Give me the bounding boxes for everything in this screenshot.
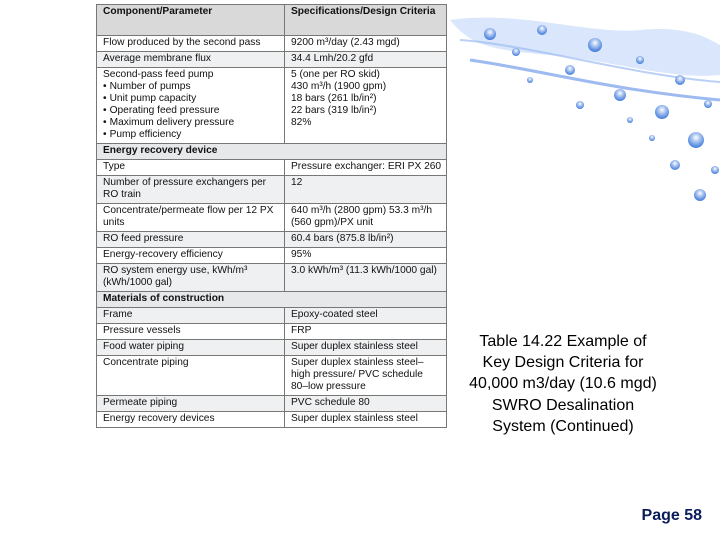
specification-cell: 95% — [285, 248, 447, 264]
parameter-cell: Concentrate piping — [97, 356, 285, 396]
table-row — [97, 36, 447, 52]
section-title: Materials of construction — [97, 292, 447, 308]
specification-line: 82% — [291, 117, 312, 128]
specification-cell: Super duplex stainless steel–high pressure/ PVC schedule 80–low pressure — [285, 356, 447, 396]
parameter-bullet-item: • Unit pump capacity — [103, 93, 280, 105]
table-row — [97, 356, 447, 396]
parameter-cell: Frame — [97, 308, 285, 324]
parameter-cell: Energy recovery devices — [97, 412, 285, 428]
table-section-row — [97, 292, 447, 308]
table-body — [97, 36, 447, 428]
specification-cell: 640 m³/h (2800 gpm) 53.3 m³/h (560 gpm)/PX unit — [285, 204, 447, 232]
header-component: Component/Parameter — [97, 5, 285, 36]
specification-line: 22 bars (319 lb/in²) — [291, 105, 377, 116]
specification-cell: Pressure exchanger: ERI PX 260 — [285, 160, 447, 176]
table-row — [97, 52, 447, 68]
specification-cell: FRP — [285, 324, 447, 340]
specification-cell: 60.4 bars (875.8 lb/in²) — [285, 232, 447, 248]
parameter-bullet-item: • Number of pumps — [103, 81, 280, 93]
specification-cell: Super duplex stainless steel — [285, 340, 447, 356]
table-section-row — [97, 144, 447, 160]
table-row — [97, 412, 447, 428]
specification-line: 430 m³/h (1900 gpm) — [291, 81, 387, 92]
section-title: Energy recovery device — [97, 144, 447, 160]
specification-cell: 34.4 Lmh/20.2 gfd — [285, 52, 447, 68]
parameter-cell: Energy-recovery efficiency — [97, 248, 285, 264]
table-row — [97, 340, 447, 356]
parameter-cell: Average membrane flux — [97, 52, 285, 68]
specification-cell: Epoxy-coated steel — [285, 308, 447, 324]
parameter-cell: Permeate piping — [97, 396, 285, 412]
water-splash-decoration — [430, 0, 720, 230]
table-row — [97, 396, 447, 412]
parameter-cell: RO feed pressure — [97, 232, 285, 248]
table-row — [97, 248, 447, 264]
header-specifications: Specifications/Design Criteria — [285, 5, 447, 36]
table-row — [97, 176, 447, 204]
parameter-cell: Concentrate/permeate flow per 12 PX units — [97, 204, 285, 232]
page-number: Page 58 — [641, 507, 702, 524]
parameter-cell: RO system energy use, kWh/m³ (kWh/1000 gal) — [97, 264, 285, 292]
parameter-cell: Flow produced by the second pass — [97, 36, 285, 52]
specification-cell: 12 — [285, 176, 447, 204]
specification-cell — [285, 68, 447, 144]
table-row — [97, 204, 447, 232]
table-row — [97, 68, 447, 144]
specification-cell: 3.0 kWh/m³ (11.3 kWh/1000 gal) — [285, 264, 447, 292]
table-row — [97, 264, 447, 292]
parameter-cell: Number of pressure exchangers per RO train — [97, 176, 285, 204]
specification-line: 5 (one per RO skid) — [291, 69, 380, 80]
parameter-bullet-item: • Pump efficiency — [103, 129, 280, 141]
parameter-cell: Pressure vessels — [97, 324, 285, 340]
specification-cell: Super duplex stainless steel — [285, 412, 447, 428]
specification-cell: 9200 m³/day (2.43 mgd) — [285, 36, 447, 52]
table-row — [97, 160, 447, 176]
table-row — [97, 324, 447, 340]
specification-line: 18 bars (261 lb/in²) — [291, 93, 377, 104]
table-row — [97, 232, 447, 248]
parameter-bullet-item: • Operating feed pressure — [103, 105, 280, 117]
parameter-cell: Type — [97, 160, 285, 176]
parameter-cell — [97, 68, 285, 144]
table-row — [97, 308, 447, 324]
parameter-cell: Food water piping — [97, 340, 285, 356]
table-caption: Table 14.22 Example of Key Design Criteria for 40,000 m3/day (10.6 mgd) SWRO Desalination System (Continued) — [469, 333, 657, 435]
design-criteria-table — [96, 4, 447, 428]
table-header-row — [97, 5, 447, 36]
parameter-heading: Second-pass feed pump — [103, 69, 214, 80]
parameter-bullet-item: • Maximum delivery pressure — [103, 117, 280, 129]
specification-cell: PVC schedule 80 — [285, 396, 447, 412]
